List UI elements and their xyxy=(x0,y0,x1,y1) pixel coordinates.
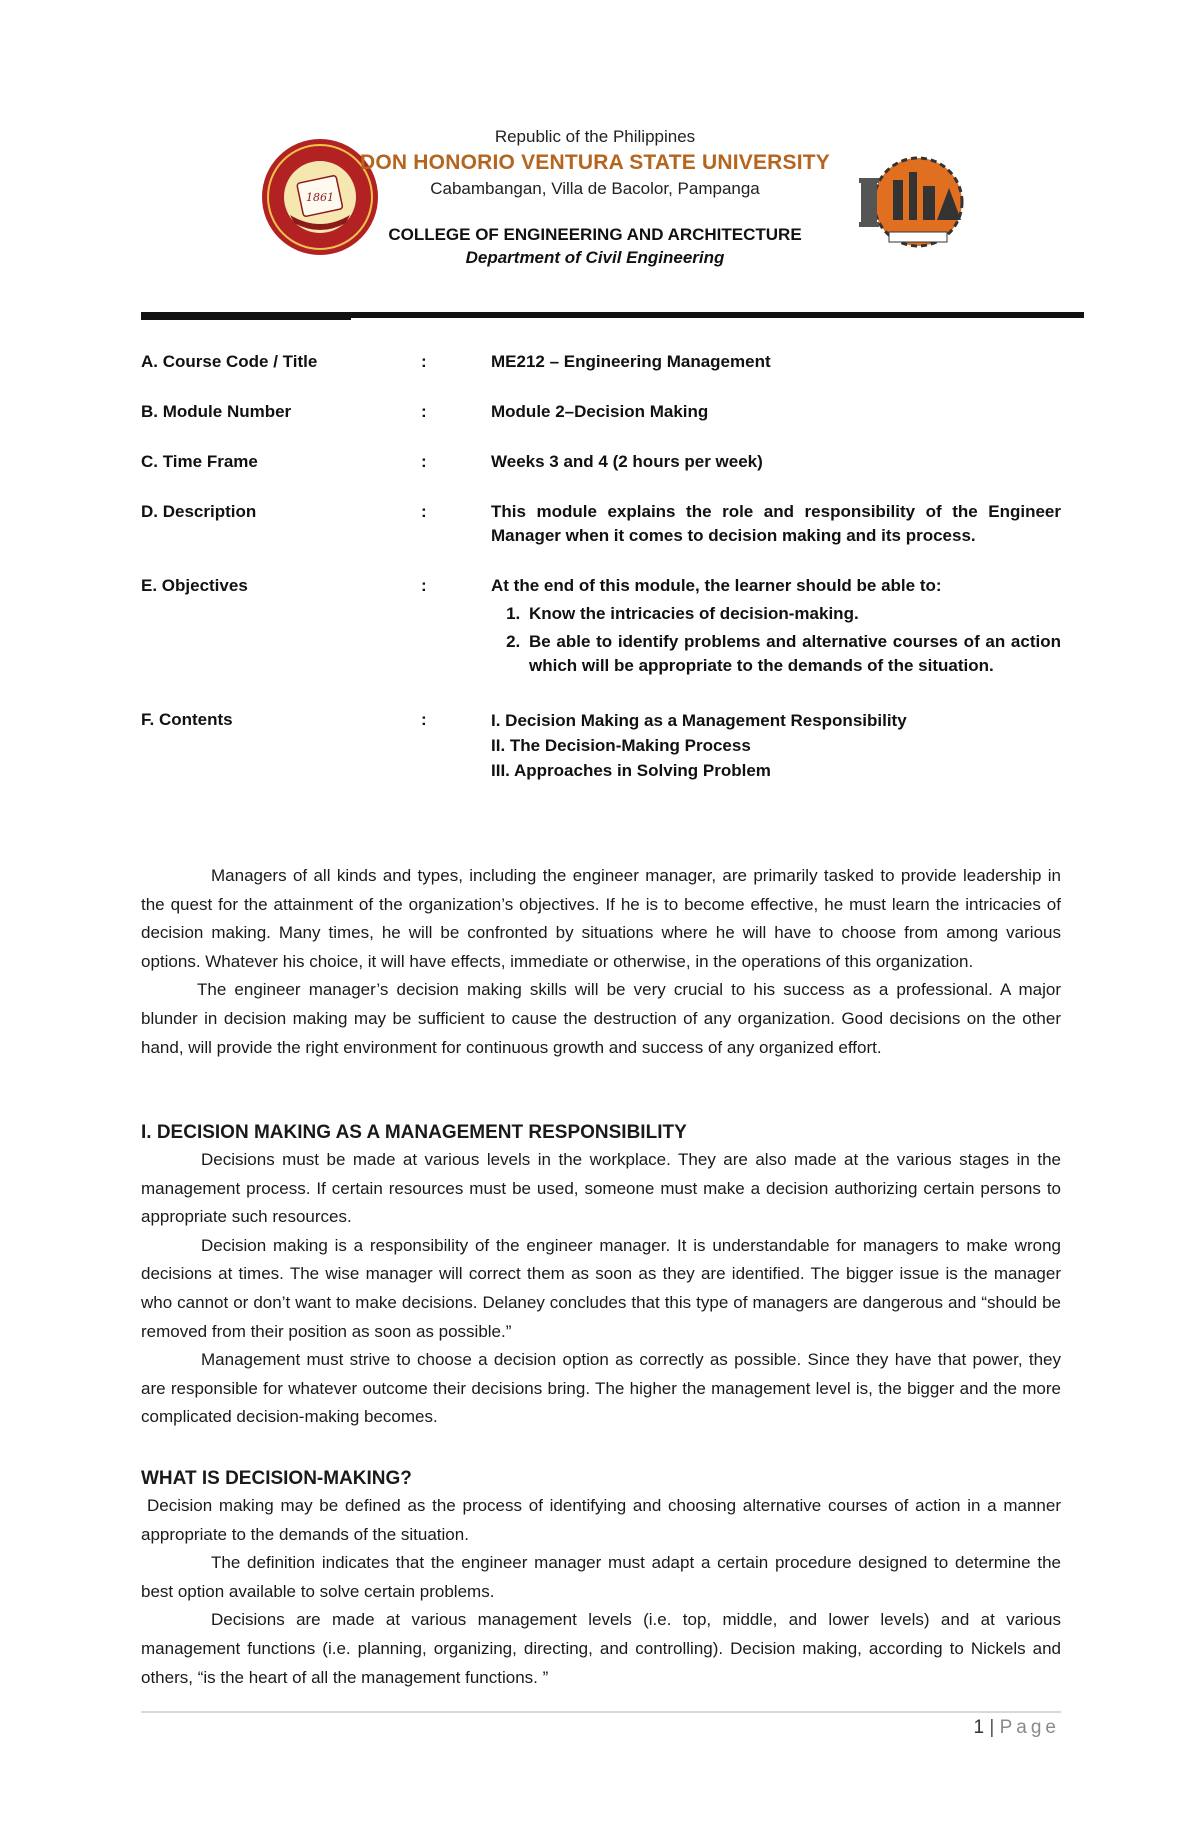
info-value: Weeks 3 and 4 (2 hours per week) xyxy=(491,452,763,471)
info-label: A. Course Code / Title xyxy=(141,352,318,371)
section-paragraph: Decision making may be defined as the process of identifying and choosing alternative courses of action in a manner appropriate to the demands of the situation. xyxy=(141,1496,1061,1544)
section-decision-making-responsibility xyxy=(141,1120,1061,1432)
info-row-contents xyxy=(141,708,1061,783)
college-name: COLLEGE OF ENGINEERING AND ARCHITECTURE xyxy=(388,225,802,244)
intro-paragraph: Managers of all kinds and types, including the engineer manager, are primarily tasked to provide leadership in the quest for the attainment of the organization’s objectives. If he is to become effective, he must learn the intricacies of decision making. Many times, he will be confronted by situations where he will have to choose from among various options. Whatever his choice, it will have effects, immediate or otherwise, in the operations of this organization. xyxy=(141,866,1061,971)
department-name: Department of Civil Engineering xyxy=(465,248,725,267)
intro-paragraph: The engineer manager’s decision making skills will be very crucial to his success as a professional. A major blunder in decision making may be sufficient to cause the destruction of any organization. Good decisions on the other hand, will provide the right environment for continuous growth and success of any organized effort. xyxy=(141,980,1061,1057)
info-row-course xyxy=(141,350,1061,374)
info-colon: : xyxy=(421,502,427,521)
info-label: B. Module Number xyxy=(141,402,292,421)
contents-item: III. Approaches in Solving Problem xyxy=(491,761,771,780)
section-what-is-decision-making xyxy=(141,1466,1061,1692)
info-row-objectives xyxy=(141,574,1061,682)
footer-separator: | xyxy=(989,1717,995,1738)
info-row-timeframe xyxy=(141,450,1061,474)
section-heading: I. DECISION MAKING AS A MANAGEMENT RESPONSIBILITY xyxy=(141,1122,687,1143)
objective-item: 1. Know the intricacies of decision-making. xyxy=(525,602,1061,626)
college-emblem-icon xyxy=(853,152,983,252)
contents-item: I. Decision Making as a Management Responsibility xyxy=(491,711,907,730)
info-value: ME212 – Engineering Management xyxy=(491,352,771,371)
course-info-table xyxy=(141,350,1061,809)
info-colon: : xyxy=(421,352,427,371)
info-row-description xyxy=(141,500,1061,548)
objectives-intro: At the end of this module, the learner should be able to: xyxy=(491,576,942,595)
section-paragraph: Decisions are made at various management levels (i.e. top, middle, and lower levels) and at various management functions (i.e. planning, organizing, directing, and controlling). Decision making, according to Nickels and others, “is the heart of all the management functions. ” xyxy=(141,1610,1061,1687)
university-address: Cabambangan, Villa de Bacolor, Pampanga xyxy=(430,179,760,198)
intro-section xyxy=(141,862,1061,1062)
section-paragraph: The definition indicates that the engineer manager must adapt a certain procedure designed to determine the best option available to solve certain problems. xyxy=(141,1553,1061,1601)
info-label: C. Time Frame xyxy=(141,452,258,471)
contents-item: II. The Decision-Making Process xyxy=(491,736,751,755)
republic-line: Republic of the Philippines xyxy=(494,127,696,146)
footer-divider xyxy=(141,1711,1061,1713)
info-label: E. Objectives xyxy=(141,576,248,595)
info-value: This module explains the role and responsibility of the Engineer Manager when it comes to decision making and its process. xyxy=(491,502,1061,545)
info-label: F. Contents xyxy=(141,710,233,729)
info-value xyxy=(491,574,1061,682)
objectives-list xyxy=(491,602,1061,678)
section-paragraph: Decisions must be made at various levels in the workplace. They are also made at the various stages in the management process. If certain resources must be used, someone must make a decision authorizing certain persons to appropriate such resources. xyxy=(141,1150,1061,1227)
contents-list xyxy=(491,708,1061,783)
info-colon: : xyxy=(421,402,427,421)
header-divider-accent xyxy=(141,318,351,320)
page-number: 1 xyxy=(973,1717,985,1738)
info-colon: : xyxy=(421,710,427,729)
section-paragraph: Management must strive to choose a decision option as correctly as possible. Since they have that power, they are responsible for whatever outcome their decisions bring. The higher the management level is, the bigger and the more complicated decision-making becomes. xyxy=(141,1350,1061,1427)
objective-item: 2. Be able to identify problems and alternative courses of an action which will be appropriate to the demands of the situation. xyxy=(525,630,1061,678)
section-paragraph: Decision making is a responsibility of the engineer manager. It is understandable for managers to make wrong decisions at times. The wise manager will correct them as soon as they are identified. The bigger issue is the manager who cannot or don’t want to make decisions. Delaney concludes that this type of managers are dangerous and “should be removed from their position as soon as possible.” xyxy=(141,1235,1061,1341)
seal-year: 1861 xyxy=(306,191,334,204)
university-name: DON HONORIO VENTURA STATE UNIVERSITY xyxy=(360,151,830,174)
letterhead xyxy=(360,127,830,268)
info-row-module xyxy=(141,400,1061,424)
page-label: Page xyxy=(999,1717,1060,1738)
info-colon: : xyxy=(421,576,427,595)
info-value: Module 2–Decision Making xyxy=(491,402,709,421)
info-label: D. Description xyxy=(141,502,257,521)
section-heading: WHAT IS DECISION-MAKING? xyxy=(141,1468,412,1489)
info-colon: : xyxy=(421,452,427,471)
page-footer xyxy=(974,1717,1060,1739)
